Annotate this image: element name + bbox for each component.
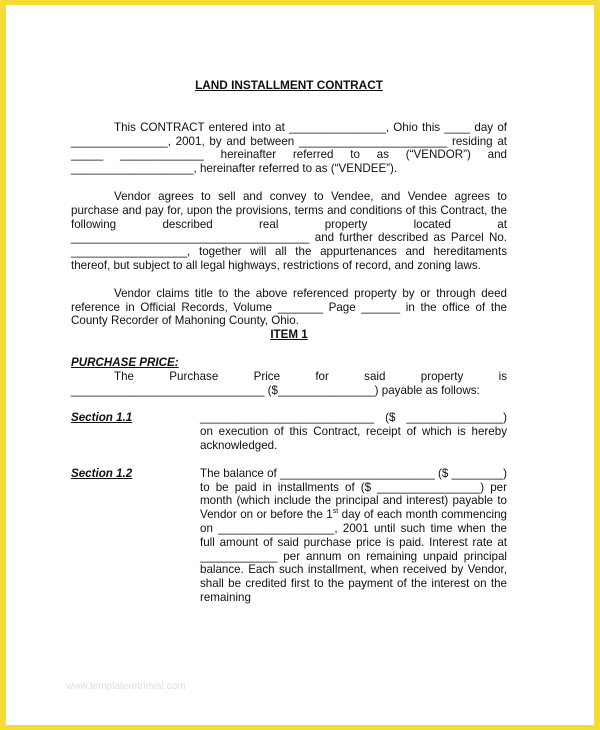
document-page (6, 5, 594, 725)
ordinal-suffix: st (332, 508, 339, 516)
paragraph-parties: This CONTRACT entered into at _______________, Ohio this ____ day of _______________, 2001, by and between _______________________ residing at _____ _____________ hereinafter referred to as (“VENDOR”) and ___________________, hereinafter referred to as (“VENDEE”). (71, 120, 507, 176)
section-text-part: The balance of ________________________ ($ ________) to be paid in installments of ($ ________________) per month (which include the principal and interest) payable to Vendor on or before the 1 (200, 466, 507, 522)
paragraph-title-claim: Vendor claims title to the above referenced property by or through deed reference in Official Records, Volume _______ Page ______ in the office of the County Recorder of Mahoning County, Ohio. (71, 286, 507, 328)
document-title: LAND INSTALLMENT CONTRACT (195, 78, 383, 92)
section-label: Section 1.1 (71, 411, 133, 425)
section-text: ___________________________ ($ _______________) on execution of this Contract, receipt of which is hereby acknowledged. (200, 411, 507, 452)
item-heading: ITEM 1 (270, 328, 308, 342)
watermark: www.templateretrieval.com (66, 681, 186, 692)
section-label: Section 1.2 (71, 466, 133, 480)
section-1-2 (71, 467, 507, 605)
purchase-price-heading: PURCHASE PRICE: (71, 355, 179, 369)
section-text-part: day of each month commencing on __________________, 2001 until such time when the full amount of said purchase price is paid. Interest rate at ____________ per annum on remaining unpaid principal balance. Each such installment, when received by Vendor, shall be credited first to the payment of the interest on the remaining (200, 508, 507, 604)
purchase-price-text: The Purchase Price for said property is ______________________________ ($_______________) payable as follows: (71, 369, 507, 397)
section-1-1 (71, 411, 507, 452)
section-text (200, 467, 507, 605)
paragraph-sale-terms: Vendor agrees to sell and convey to Vendee, and Vendee agrees to purchase and pay for, upon the provisions, terms and conditions of this Contract, the following described real property located at _____________________________________ and further described as Parcel No. __________________, together will all the appurtenances and hereditaments thereof, but subject to all legal highways, restrictions of record, and zoning laws. (71, 189, 507, 272)
document-body (71, 79, 507, 605)
